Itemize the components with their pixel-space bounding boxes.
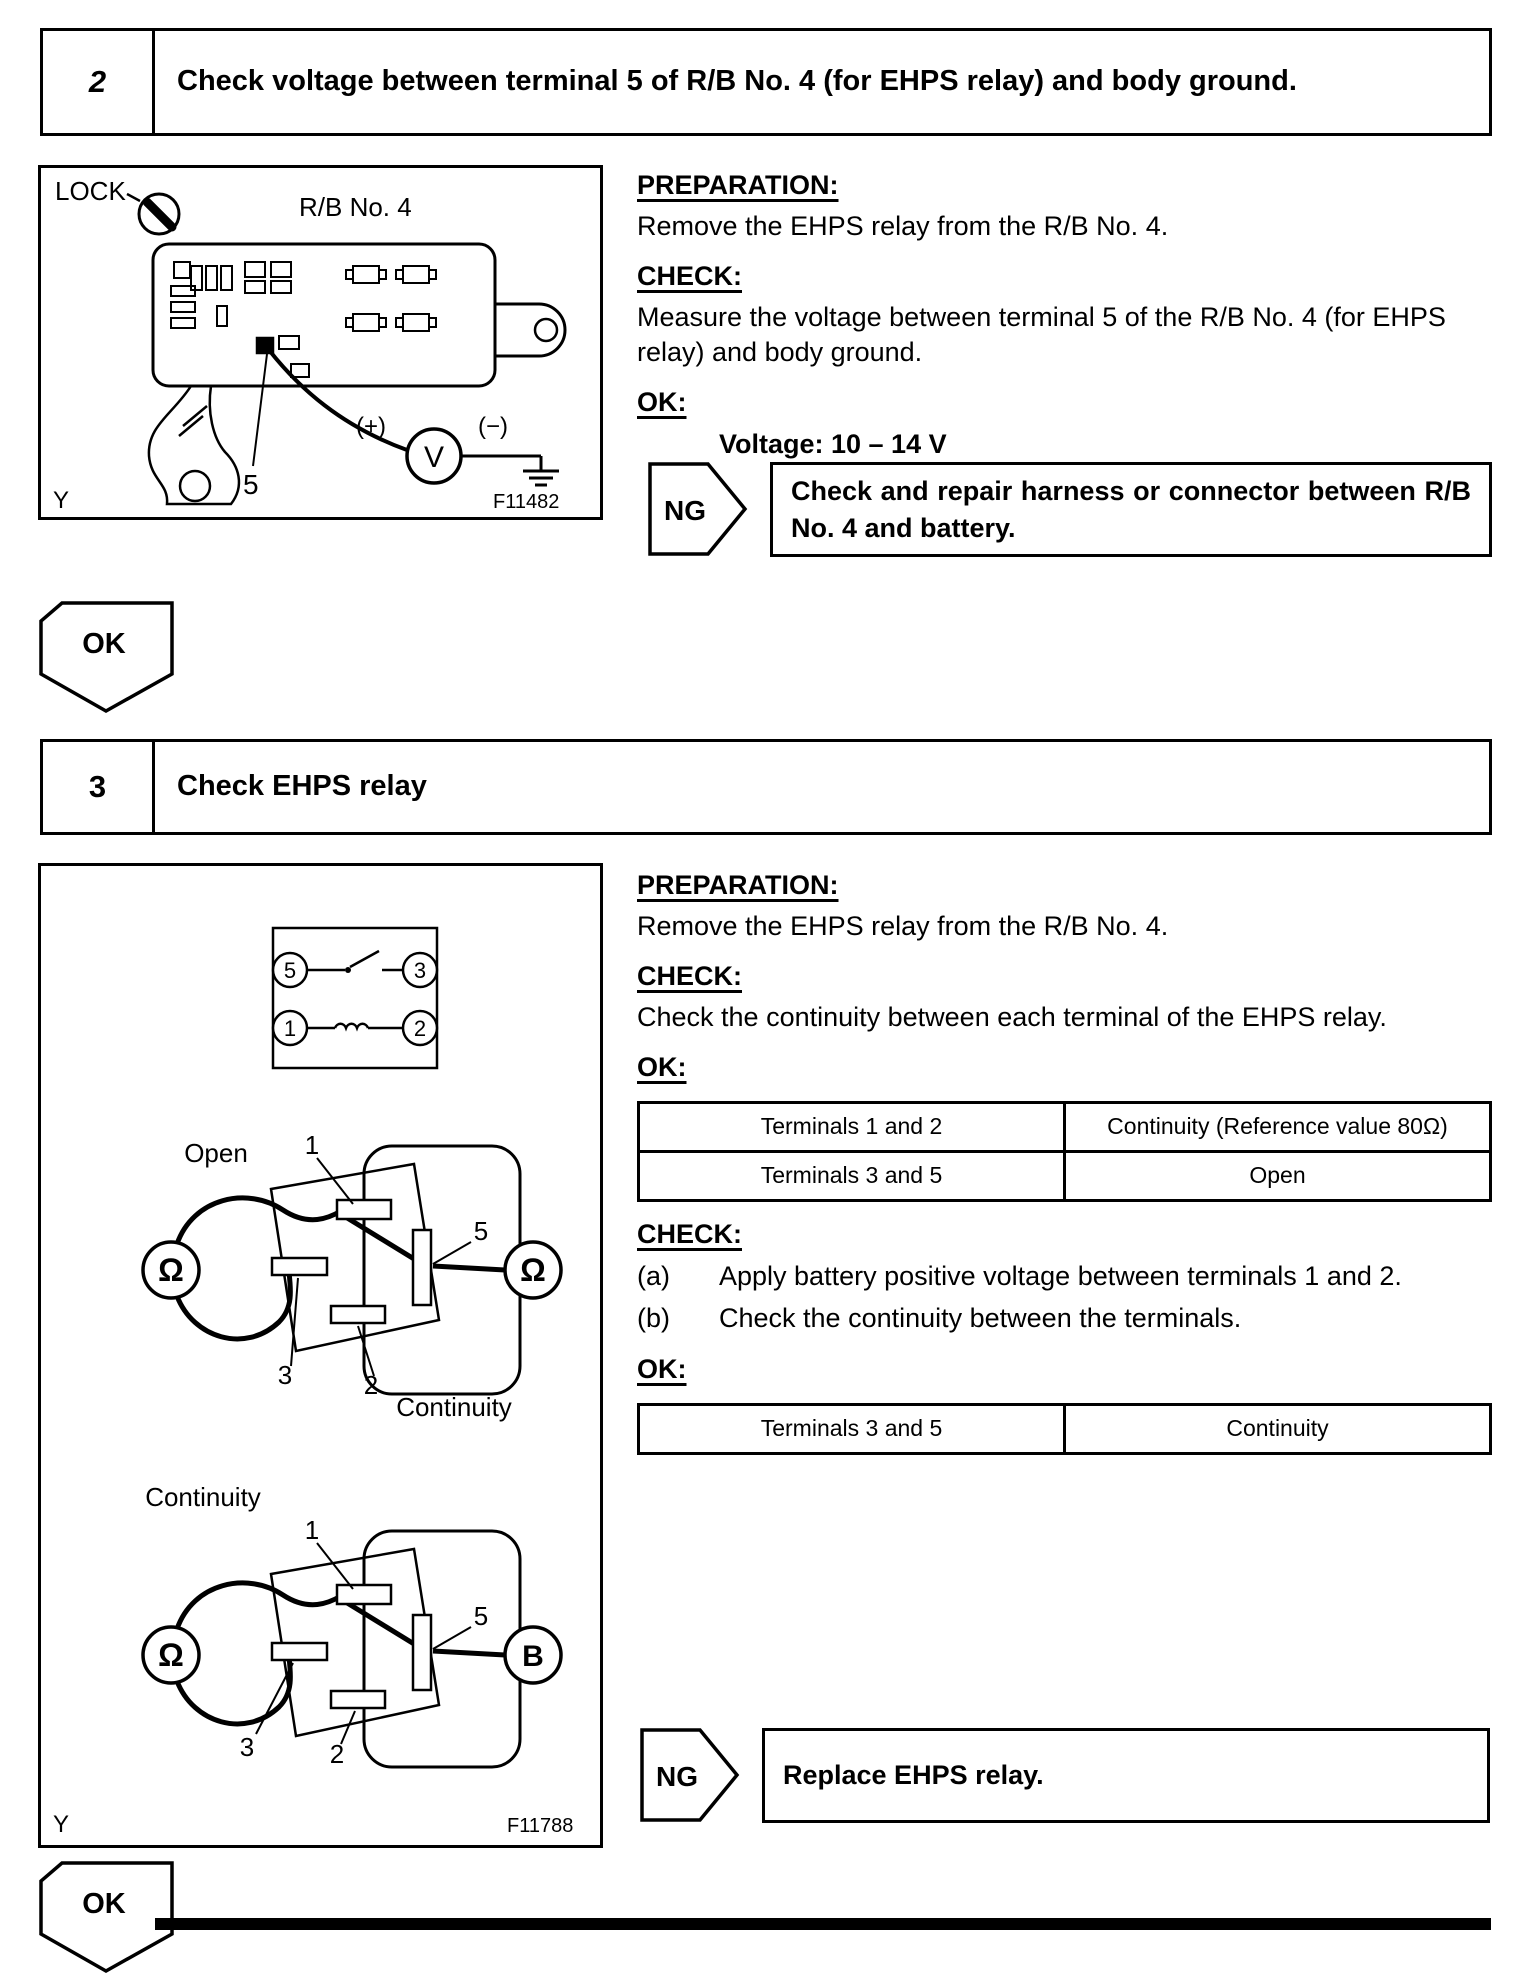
probe-wire xyxy=(269,350,407,450)
plus-label: (+) xyxy=(356,413,386,440)
ng-action-text: Replace EHPS relay. xyxy=(783,1760,1044,1791)
pin-3-label: 3 xyxy=(413,958,427,983)
figure1-corner-label: Y xyxy=(53,487,70,514)
test-lead-wire xyxy=(177,1583,341,1629)
minus-label: (−) xyxy=(478,413,508,440)
fuse-icons xyxy=(171,262,291,328)
test-lead-wire xyxy=(177,1198,341,1244)
next-section-divider xyxy=(155,1918,1491,1930)
mount-tab xyxy=(495,304,565,356)
step2-title: Check voltage between terminal 5 of R/B No. 4 (for EHPS relay) and body ground. xyxy=(177,65,1297,98)
rb-no4-diagram xyxy=(41,168,600,517)
table-row xyxy=(639,1152,1491,1201)
mount-bracket xyxy=(149,386,239,504)
ground-icon xyxy=(461,456,559,485)
terminal-5-label: 5 xyxy=(473,1601,489,1631)
table-row xyxy=(639,1103,1491,1152)
table-cell: Terminals 3 and 5 xyxy=(639,1404,1065,1453)
test-lead-wire xyxy=(344,1216,419,1262)
figure2-number: F11788 xyxy=(507,1815,574,1837)
pin-5-label: 5 xyxy=(283,958,297,983)
ok-heading: OK: xyxy=(637,1353,687,1384)
key-slot xyxy=(147,202,172,227)
test-lead-wire xyxy=(344,1601,419,1647)
terminal-5-label: 5 xyxy=(473,1216,489,1246)
terminal-2-label: 2 xyxy=(329,1739,345,1769)
ng-branch-2 xyxy=(640,1728,1490,1823)
ok-connector-1 xyxy=(38,600,175,714)
terminal-1-label: 1 xyxy=(304,1515,320,1545)
ok-connector-2 xyxy=(38,1860,175,1974)
terminal-5-leader xyxy=(433,1242,471,1264)
ok-connector-1-label: OK xyxy=(82,628,126,660)
terminal-3-label: 3 xyxy=(277,1360,293,1390)
check-text: Measure the voltage between terminal 5 of the R/B No. 4 (for EHPS relay) and body ground. xyxy=(637,302,1446,368)
terminal-2-label: 2 xyxy=(363,1370,379,1400)
ok-connector-2-label: OK xyxy=(82,1888,126,1920)
lock-label: LOCK xyxy=(55,176,126,206)
ohm-symbol: Ω xyxy=(158,1252,184,1288)
ng-arrow-icon xyxy=(648,462,748,557)
ng-label: NG xyxy=(664,495,706,526)
check-step-a xyxy=(637,1259,1492,1294)
pin-2-label: 2 xyxy=(413,1016,427,1041)
continuity-caption: Continuity xyxy=(396,1392,512,1422)
check-heading: CHECK: xyxy=(637,1219,742,1250)
preparation-heading: PREPARATION: xyxy=(637,170,839,200)
table-cell: Continuity xyxy=(1065,1404,1491,1453)
step2-number: 2 xyxy=(43,31,155,133)
coil-icon xyxy=(335,1024,368,1028)
terminal-5-label: 5 xyxy=(243,469,259,500)
continuity-state-label: Continuity xyxy=(145,1482,261,1512)
continuity-test-diagram xyxy=(143,1482,561,1769)
terminal-3-label: 3 xyxy=(239,1732,255,1762)
check-step-b xyxy=(637,1301,1492,1336)
rb-no4-label: R/B No. 4 xyxy=(299,192,412,222)
terminal-5-leader xyxy=(253,354,267,466)
figure-ehps-relay xyxy=(38,863,603,1848)
check-heading: CHECK: xyxy=(637,261,742,292)
ng-branch-1 xyxy=(648,462,1492,557)
voltmeter-letter: V xyxy=(423,441,445,474)
table-cell: Terminals 3 and 5 xyxy=(639,1152,1065,1201)
ok-heading: OK: xyxy=(637,387,687,418)
energized-spec-table xyxy=(637,1403,1492,1455)
ok-heading: OK: xyxy=(637,1052,687,1083)
mount-hole-icon xyxy=(535,319,557,341)
step3-title: Check EHPS relay xyxy=(177,770,427,803)
table-row xyxy=(639,1404,1491,1453)
ohm-symbol: Ω xyxy=(158,1637,184,1673)
step2-instructions xyxy=(637,168,1492,462)
test-lead-wire xyxy=(433,1266,505,1270)
figure-rb-no4 xyxy=(38,165,603,520)
list-text: Apply battery positive voltage between terminals 1 and 2. xyxy=(719,1261,1402,1292)
figure1-number: F11482 xyxy=(493,491,560,513)
step3-number: 3 xyxy=(43,742,155,832)
open-state-label: Open xyxy=(184,1138,248,1168)
list-text: Check the continuity between the terminals. xyxy=(719,1303,1242,1334)
ng-action-text: Check and repair harness or connector between R/B No. 4 and battery. xyxy=(791,476,1471,543)
ok-spec-value: Voltage: 10 – 14 V xyxy=(719,428,947,459)
table-cell: Terminals 1 and 2 xyxy=(639,1103,1065,1152)
list-label: (b) xyxy=(637,1303,670,1334)
figure2-corner-label: Y xyxy=(53,1811,70,1838)
check-heading: CHECK: xyxy=(637,961,742,992)
relay-schematic xyxy=(273,928,437,1068)
battery-letter: B xyxy=(522,1640,544,1673)
terminal-5-leader xyxy=(433,1627,471,1649)
terminal-1-label: 1 xyxy=(304,1130,320,1160)
relay-icons xyxy=(346,266,436,331)
ng-action-box xyxy=(770,462,1492,557)
ng-arrow-icon xyxy=(640,1728,740,1823)
ohm-symbol: Ω xyxy=(520,1252,546,1288)
ng-action-box xyxy=(762,1728,1490,1823)
preparation-text: Remove the EHPS relay from the R/B No. 4. xyxy=(637,211,1169,242)
preparation-heading: PREPARATION: xyxy=(637,870,839,900)
relay-block-outline xyxy=(153,244,495,386)
table-cell: Open xyxy=(1065,1152,1491,1201)
lock-leader-line xyxy=(127,194,140,201)
check-text: Check the continuity between each terminal of the EHPS relay. xyxy=(637,1002,1387,1033)
preparation-text: Remove the EHPS relay from the R/B No. 4. xyxy=(637,911,1169,942)
pin-1-label: 1 xyxy=(283,1016,297,1041)
ehps-relay-diagram xyxy=(41,866,600,1845)
table-cell: Continuity (Reference value 80Ω) xyxy=(1065,1103,1491,1152)
bracket-hole-icon xyxy=(180,471,210,501)
step2-header xyxy=(40,28,1492,136)
step3-instructions xyxy=(637,868,1492,1459)
terminal-adjacent xyxy=(279,336,299,349)
ng-label: NG xyxy=(656,1761,698,1792)
open-test-diagram xyxy=(143,1130,561,1422)
switch-pivot xyxy=(345,967,351,973)
list-label: (a) xyxy=(637,1261,670,1292)
switch-blade xyxy=(350,951,379,967)
test-lead-wire xyxy=(433,1651,505,1655)
step3-header xyxy=(40,739,1492,835)
lower-component xyxy=(291,364,309,377)
continuity-spec-table xyxy=(637,1101,1492,1202)
